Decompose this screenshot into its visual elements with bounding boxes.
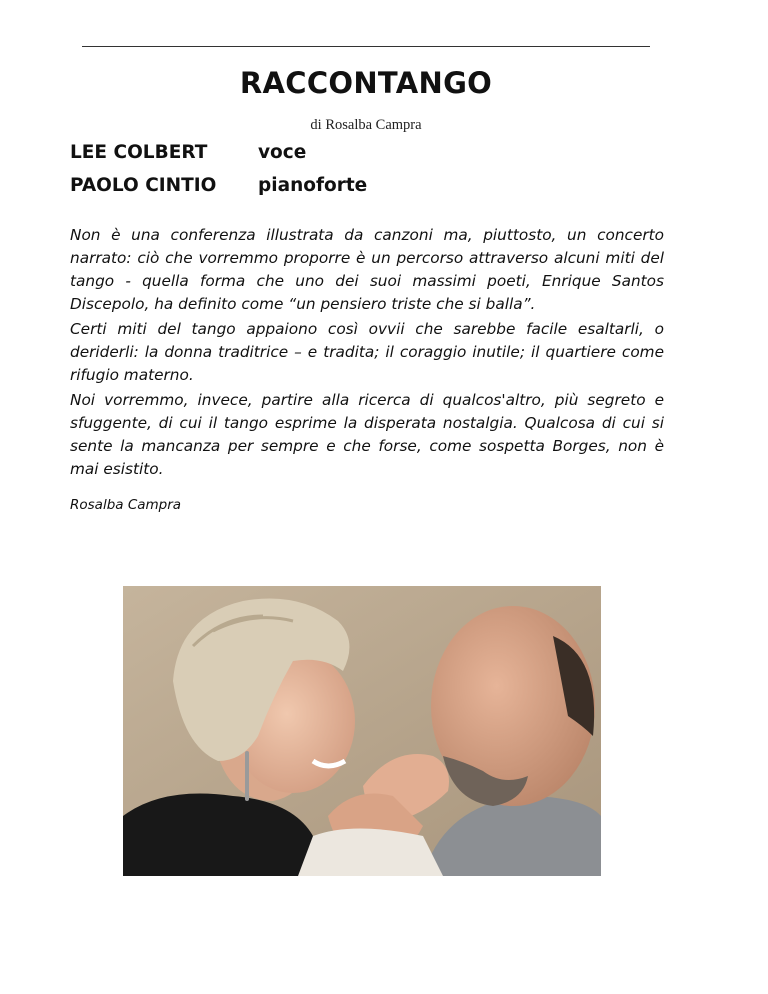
performer-name: LEE COLBERT [70,142,208,163]
performer-role: pianoforte [258,175,368,196]
page-title: RACCONTANGO [239,66,493,100]
byline: di Rosalba Campra [310,117,422,133]
signature: Rosalba Campra [70,497,182,513]
paragraph-intro: Non è una conferenza illustrata da canzoni ma, piuttosto, un concerto narrato: ciò che vorremmo proporre è un percorso attraverso alcuni miti del tango - quella forma che uno dei suoi massimi poeti, Enrique Santos Discepolo, ha definito come “un pensiero triste che si balla”. [70,226,664,313]
performers-photo [123,586,601,876]
performer-role: voce [258,142,307,163]
paragraph-search: Noi vorremmo, invece, partire alla ricerca di qualcos'altro, più segreto e sfuggente, di cui il tango esprime la disperata nostalgia. Qualcosa di cui si sente la mancanza per sempre e che forse, come sospetta Borges, non è mai esistito. [70,391,664,478]
paragraph-myths: Certi miti del tango appaiono così ovvii che sarebbe facile esaltarli, o deriderli: la donna traditrice – e tradita; il coraggio inutile; il quartiere come rifugio materno. [70,320,664,384]
performer-name: PAOLO CINTIO [70,175,217,196]
top-rule [82,46,650,47]
